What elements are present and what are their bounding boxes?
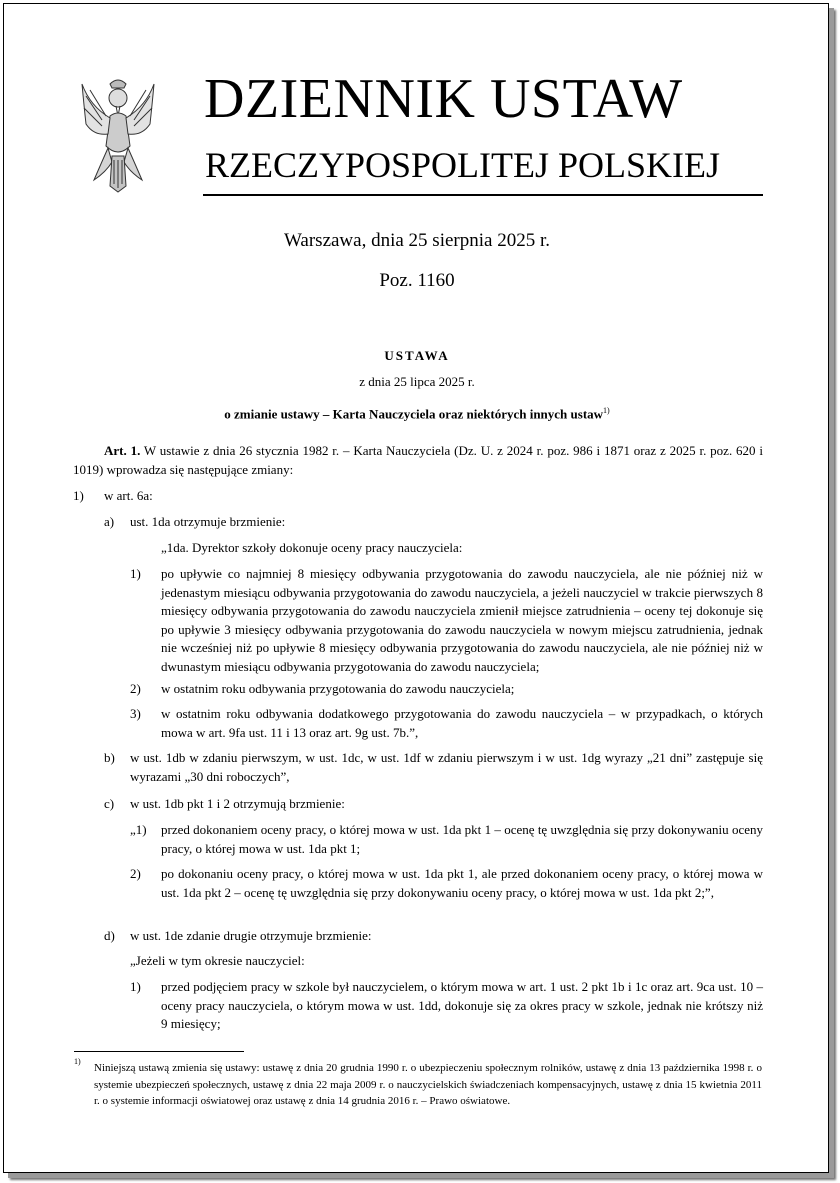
publication-date: Warszawa, dnia 25 sierpnia 2025 r. [284,230,550,251]
a-item-1-text: po upływie co najmniej 8 miesięcy odbywania przygotowania do zawodu nauczyciela, ale nie później niż w jedenastym miesiącu odbywania przygotowania do zawodu nauczyciela, a jeżeli nauczyciel w trakcie pierwszych 8 miesięcy odbywania przygotowania do zawodu nauczyciela zmienił miejsce zatrudnienia – oceny tej dokonuje się po upływie 3 miesięcy odbywania przygotowania do zawodu nauczyciela w nowym miejscu zatrudnienia, jednak nie wcześniej niż po upływie 8 miesięcy odbywania przygotowania do zawodu nauczyciela, ale nie później niż w dwunastym miesiącu odbywania przygotowania do zawodu nauczyciela; [161,566,763,674]
footnote-reference[interactable]: 1) [603,406,610,415]
act-type: USTAWA [384,348,450,363]
a-item-1-label: 1) [130,566,141,581]
letter-a-text: ust. 1da otrzymuje brzmienie: [130,514,286,529]
c-item-1-label: „1) [130,822,147,837]
document-page [3,3,829,1173]
letter-d-quote-intro: „Jeżeli w tym okresie nauczyciel: [130,953,305,968]
point-1-label: 1) [73,488,84,503]
a-item-3-text: w ostatnim roku odbywania dodatkowego przygotowania do zawodu nauczyciela – w przypadkach, o których mowa w art. 9fa ust. 11 i 13 oraz art. 9g ust. 7b.”, [161,706,763,740]
d-item-1-label: 1) [130,979,141,994]
letter-c-label: c) [104,796,115,811]
letter-b-text: w ust. 1db w zdaniu pierwszym, w ust. 1dc, w ust. 1df w zdaniu pierwszym i w ust. 1dg wyrazy „21 dni” zastępuje się wyrazami „30 dni roboczych”, [130,750,763,784]
c-item-2-text: po dokonaniu oceny pracy, o której mowa w ust. 1da pkt 1, ale przed dokonaniem oceny pracy, o której mowa w ust. 1da pkt 2 – ocenę tę uwzględnia się przy dokonywaniu oceny pracy, o której mowa w ust. 1da pkt 2;”, [161,866,763,900]
act-date: z dnia 25 lipca 2025 r. [359,374,475,389]
a-item-3-label: 3) [130,706,141,721]
a-item-2-text: w ostatnim roku odbywania przygotowania do zawodu nauczyciela; [161,681,515,696]
header-rule [203,194,763,196]
journal-subtitle: RZECZYPOSPOLITEJ POLSKIEJ [205,145,721,185]
c-item-1-text: przed dokonaniem oceny pracy, o której mowa w ust. 1da pkt 1 – ocenę tę uwzględnia się przy dokonywaniu oceny pracy, o której mowa w ust. 1da pkt 1; [161,822,763,856]
d-item-1-text: przed podjęciem pracy w szkole był nauczycielem, o którym mowa w art. 1 ust. 2 pkt 1b i 1c oraz art. 9ca ust. 10 – oceny pracy nauczyciela, o którym mowa w ust. 1dd, dokonuje się za okres pracy w szkole, jednak nie krótszy niż 9 miesięcy; [161,979,763,1031]
article-1-intro-text: W ustawie z dnia 26 stycznia 1982 r. – Karta Nauczyciela (Dz. U. z 2024 r. poz. 986 i 1871 oraz z 2025 r. poz. 620 i 1019) wprowadza się następujące zmiany: [73,443,763,477]
a-item-2-label: 2) [130,681,141,696]
letter-d-text: w ust. 1de zdanie drugie otrzymuje brzmienie: [130,928,372,943]
position-number: Poz. 1160 [379,270,455,291]
point-1-text: w art. 6a: [104,488,153,503]
footnote-text: Niniejszą ustawą zmienia się ustawy: ustawę z dnia 20 grudnia 1990 r. o ubezpieczeniu społecznym rolników, ustawę z dnia 13 października 1998 r. o systemie ubezpieczeń społecznych, ustawę z dnia 22 maja 2009 r. o nauczycielskich świadczeniach kompensacyjnych, ustawę z dnia 15 kwietnia 2011 r. o systemie informacji oświatowej oraz ustawę z dnia 14 grudnia 2016 r. – Prawo oświatowe. [94,1062,762,1107]
letter-a-label: a) [104,514,115,529]
letter-a-quote-intro: „1da. Dyrektor szkoły dokonuje oceny pracy nauczyciela: [161,540,463,555]
letter-d-label: d) [104,928,115,943]
article-1-intro [73,442,763,479]
article-1-label: Art. 1. [104,443,141,458]
letter-c-text: w ust. 1db pkt 1 i 2 otrzymują brzmienie: [130,796,345,811]
journal-title: DZIENNIK USTAW [204,68,683,130]
act-title [4,406,830,422]
footnote-mark: 1) [74,1057,81,1066]
letter-b-label: b) [104,750,115,765]
footnote-rule [74,1051,244,1052]
polish-eagle-emblem-icon [80,76,156,194]
c-item-2-label: 2) [130,866,141,881]
act-title-text: o zmianie ustawy – Karta Nauczyciela oraz niektórych innych ustaw [224,406,604,422]
